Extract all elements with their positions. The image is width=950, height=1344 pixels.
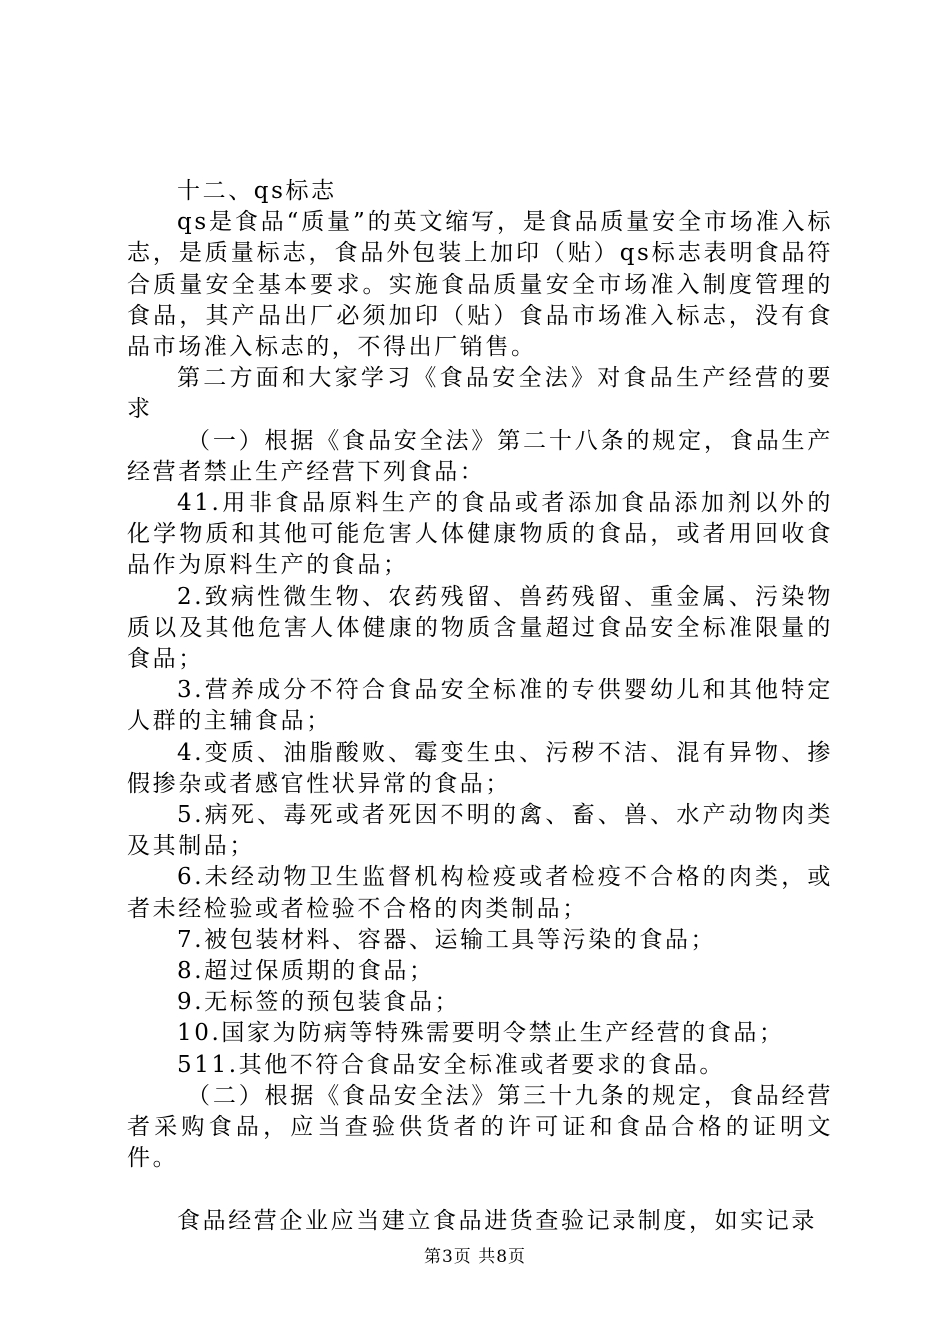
list-item-8: 8.超过保质期的食品； bbox=[177, 958, 435, 985]
list-item-7: 7.被包装材料、容器、运输工具等污染的食品； bbox=[177, 926, 717, 953]
list-item-2: 2.致病性微生物、农药残留、兽药残留、重金属、污染物质以及其他危害人体健康的物质含量超过食品安全标准限量的食品； bbox=[127, 583, 833, 673]
list-item-3: 3.营养成分不符合食品安全标准的专供婴幼儿和其他特定人群的主辅食品； bbox=[127, 677, 833, 735]
list-item-10: 10.国家为防病等特殊需要明令禁止生产经营的食品； bbox=[177, 1020, 785, 1047]
list-item-6: 6.未经动物卫生监督机构检疫或者检疫不合格的肉类，或者未经检验或者检验不合格的肉类制品； bbox=[127, 864, 833, 922]
clause-one: （一）根据《食品安全法》第二十八条的规定，食品生产经营者禁止生产经营下列食品： bbox=[127, 427, 833, 485]
page-number-footer: 第3页 共8页 bbox=[423, 1247, 527, 1267]
list-item-9: 9.无标签的预包装食品； bbox=[177, 989, 461, 1016]
paragraph-qs-description: qs是食品“质量”的英文缩写，是食品质量安全市场准入标志，是质量标志，食品外包装上加印（贴）qs标志表明食品符合质量安全基本要求。实施食品质量安全市场准入制度管理的食品，其产品出厂必须加印（贴）食品市场准入标志，没有食品市场准入标志的，不得出厂销售。 bbox=[127, 209, 833, 361]
list-item-1: 41.用非食品原料生产的食品或者添加食品添加剂以外的化学物质和其他可能危害人体健康物质的食品，或者用回收食品作为原料生产的食品； bbox=[127, 490, 833, 579]
document-body bbox=[127, 176, 833, 1237]
list-item-11: 511.其他不符合食品安全标准或者要求的食品。 bbox=[177, 1051, 726, 1078]
heading-qs-mark: 十二、qs标志 bbox=[177, 178, 337, 204]
section-heading-food-safety-law: 第二方面和大家学习《食品安全法》对食品生产经营的要求 bbox=[127, 365, 833, 423]
paragraph-record-system: 食品经营企业应当建立食品进货查验记录制度，如实记录 bbox=[177, 1207, 817, 1234]
list-item-4: 4.变质、油脂酸败、霉变生虫、污秽不洁、混有异物、掺假掺杂或者感官性状异常的食品； bbox=[127, 739, 833, 797]
paragraph-gap bbox=[127, 1175, 833, 1206]
list-item-5: 5.病死、毒死或者死因不明的禽、畜、兽、水产动物肉类及其制品； bbox=[127, 802, 833, 860]
clause-two: （二）根据《食品安全法》第三十九条的规定，食品经营者采购食品，应当查验供货者的许可证和食品合格的证明文件。 bbox=[127, 1082, 833, 1172]
